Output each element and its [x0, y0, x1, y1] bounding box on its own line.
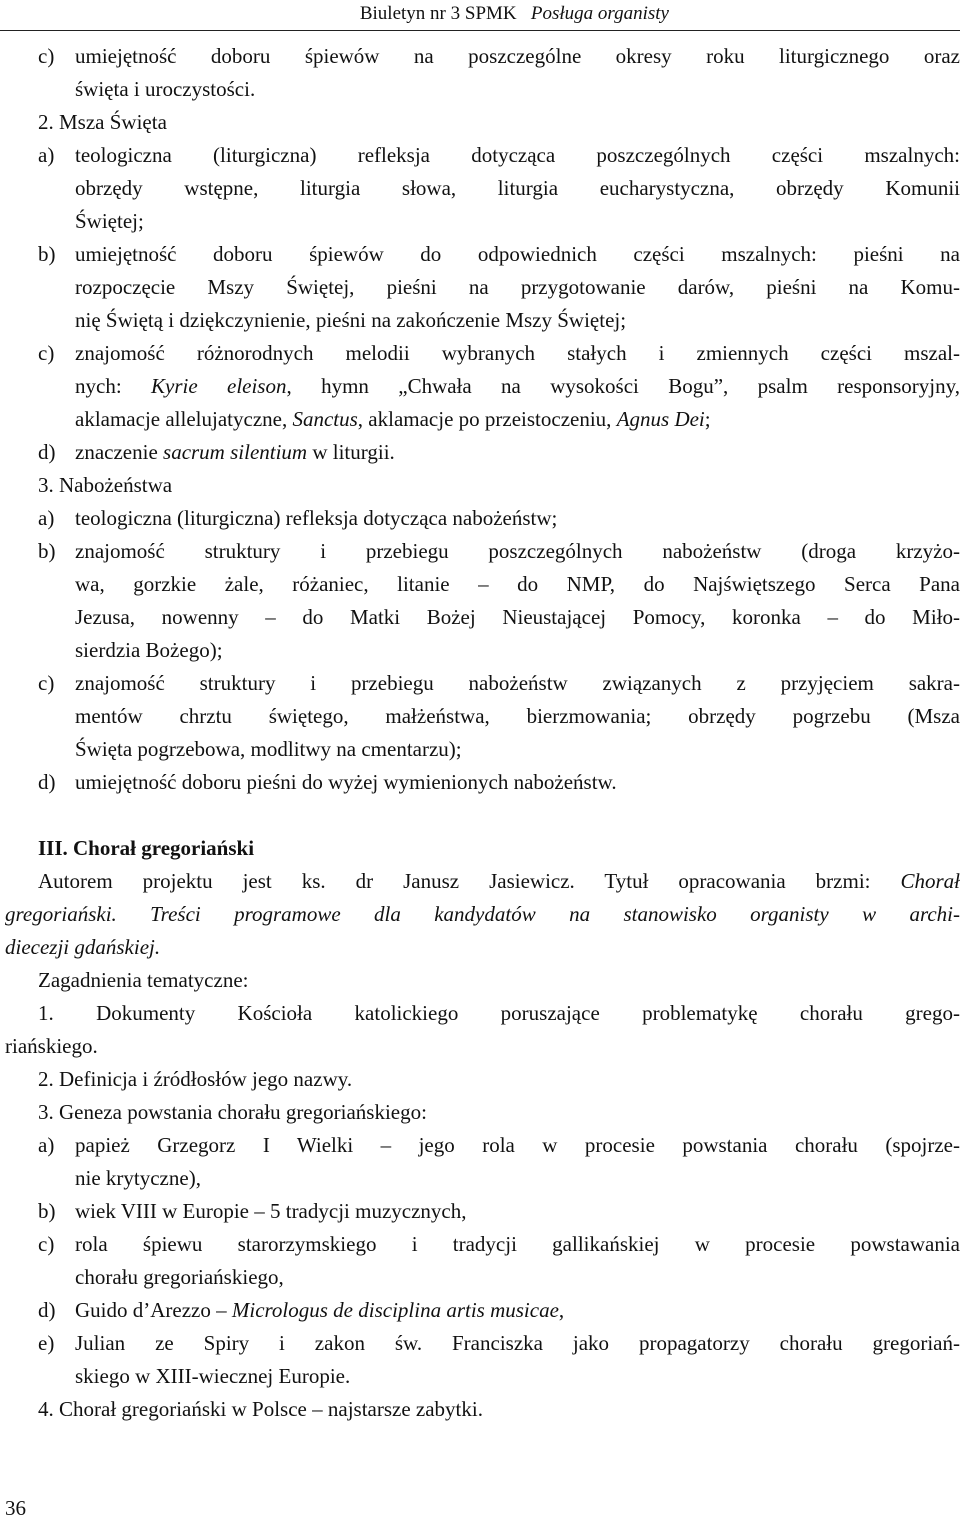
- text-line: Święta pogrzebowa, modlitwy na cmentarzu);: [75, 737, 462, 761]
- list-item: c) znajomość struktury i przebiegu nabożeństw związanych z przyjęciem sakra-: [38, 671, 960, 695]
- list-item: b) znajomość struktury i przebiegu poszczególnych nabożeństw (droga krzyżo-: [38, 539, 960, 563]
- text-line: diecezji gdańskiej.: [5, 935, 161, 959]
- text-line: skiego w XIII-wiecznej Europie.: [75, 1364, 351, 1388]
- list-item: d) znaczenie sacrum silentium w liturgii.: [38, 440, 395, 464]
- text-line: riańskiego.: [5, 1034, 98, 1058]
- text-line: nych: Kyrie eleison, hymn „Chwała na wysokości Bogu”, psalm responsoryjny,: [75, 374, 960, 398]
- list-item: e) Julian ze Spiry i zakon św. Franciszka jako propagatorzy chorału gregoriań-: [38, 1331, 960, 1355]
- list-item: 2. Definicja i źródłosłów jego nazwy.: [38, 1067, 353, 1091]
- list-item: 4. Chorał gregoriański w Polsce – najstarsze zabytki.: [38, 1397, 483, 1421]
- text-line: obrzędy wstępne, liturgia słowa, liturgia eucharystyczna, obrzędy Komunii: [75, 176, 960, 200]
- text-line: Zagadnienia tematyczne:: [38, 968, 249, 992]
- list-item: 1. Dokumenty Kościoła katolickiego poruszające problematykę chorału grego-: [38, 1001, 960, 1025]
- text-line: wa, gorzkie żale, różaniec, litanie – do NMP, do Najświętszego Serca Pana: [75, 572, 960, 596]
- list-item: c) rola śpiewu starorzymskiego i tradycji gallikańskiej w procesie powstawania: [38, 1232, 960, 1256]
- section-heading: III. Chorał gregoriański: [38, 836, 255, 860]
- text-line: sierdzia Bożego);: [75, 638, 223, 662]
- section-title: Posługa organisty: [530, 3, 669, 24]
- list-item: a) papież Grzegorz I Wielki – jego rola w procesie powstania chorału (spojrze-: [38, 1133, 960, 1157]
- text-line: święta i uroczystości.: [75, 77, 256, 101]
- list-item: b) wiek VIII w Europie – 5 tradycji muzycznych,: [38, 1199, 467, 1223]
- text-line: chorału gregoriańskiego,: [75, 1265, 284, 1289]
- text-line: Świętej;: [75, 209, 144, 233]
- list-item: c) znajomość różnorodnych melodii wybranych stałych i zmiennych części mszal-: [38, 341, 960, 365]
- document-body: [0, 40, 960, 1426]
- journal-title: Biuletyn nr 3 SPMK: [359, 3, 517, 24]
- text-line: nię Świętą i dziękczynienie, pieśni na zakończenie Mszy Świętej;: [75, 308, 627, 332]
- list-item: d) Guido d’Arezzo – Micrologus de disciplina artis musicae,: [38, 1298, 565, 1322]
- list-item: b) umiejętność doboru śpiewów do odpowiednich części mszalnych: pieśni na: [38, 242, 960, 266]
- list-item: c) umiejętność doboru śpiewów na poszczególne okresy roku liturgicznego oraz: [38, 44, 960, 68]
- list-item: d) umiejętność doboru pieśni do wyżej wymienionych nabożeństw.: [38, 770, 617, 794]
- text-line: Autorem projektu jest ks. dr Janusz Jasiewicz. Tytuł opracowania brzmi: Chorał: [38, 869, 960, 893]
- running-header: [360, 2, 669, 26]
- text-line: mentów chrztu świętego, małżeństwa, bierzmowania; obrzędy pogrzebu (Msza: [75, 704, 960, 728]
- subheading: 2. Msza Święta: [38, 110, 167, 134]
- list-item: 3. Geneza powstania chorału gregoriańskiego:: [38, 1100, 427, 1124]
- page-header: [0, 0, 960, 34]
- list-item: a) teologiczna (liturgiczna) refleksja dotycząca poszczególnych części mszalnych:: [38, 143, 960, 167]
- header-rule: [0, 30, 960, 31]
- subheading: 3. Nabożeństwa: [38, 473, 173, 497]
- text-line: gregoriański. Treści programowe dla kandydatów na stanowisko organisty w archi-: [5, 902, 960, 926]
- text-line: aklamacje allelujatyczne, Sanctus, aklamacje po przeistoczeniu, Agnus Dei;: [75, 407, 711, 431]
- text-line: Jezusa, nowenny – do Matki Bożej Nieustającej Pomocy, koronka – do Miło-: [75, 605, 960, 629]
- text-line: rozpoczęcie Mszy Świętej, pieśni na przygotowanie darów, pieśni na Komu-: [75, 275, 960, 299]
- list-item: a) teologiczna (liturgiczna) refleksja dotycząca nabożeństw;: [38, 506, 558, 530]
- text-line: nie krytyczne),: [75, 1166, 201, 1190]
- page-number: 36: [5, 1496, 26, 1520]
